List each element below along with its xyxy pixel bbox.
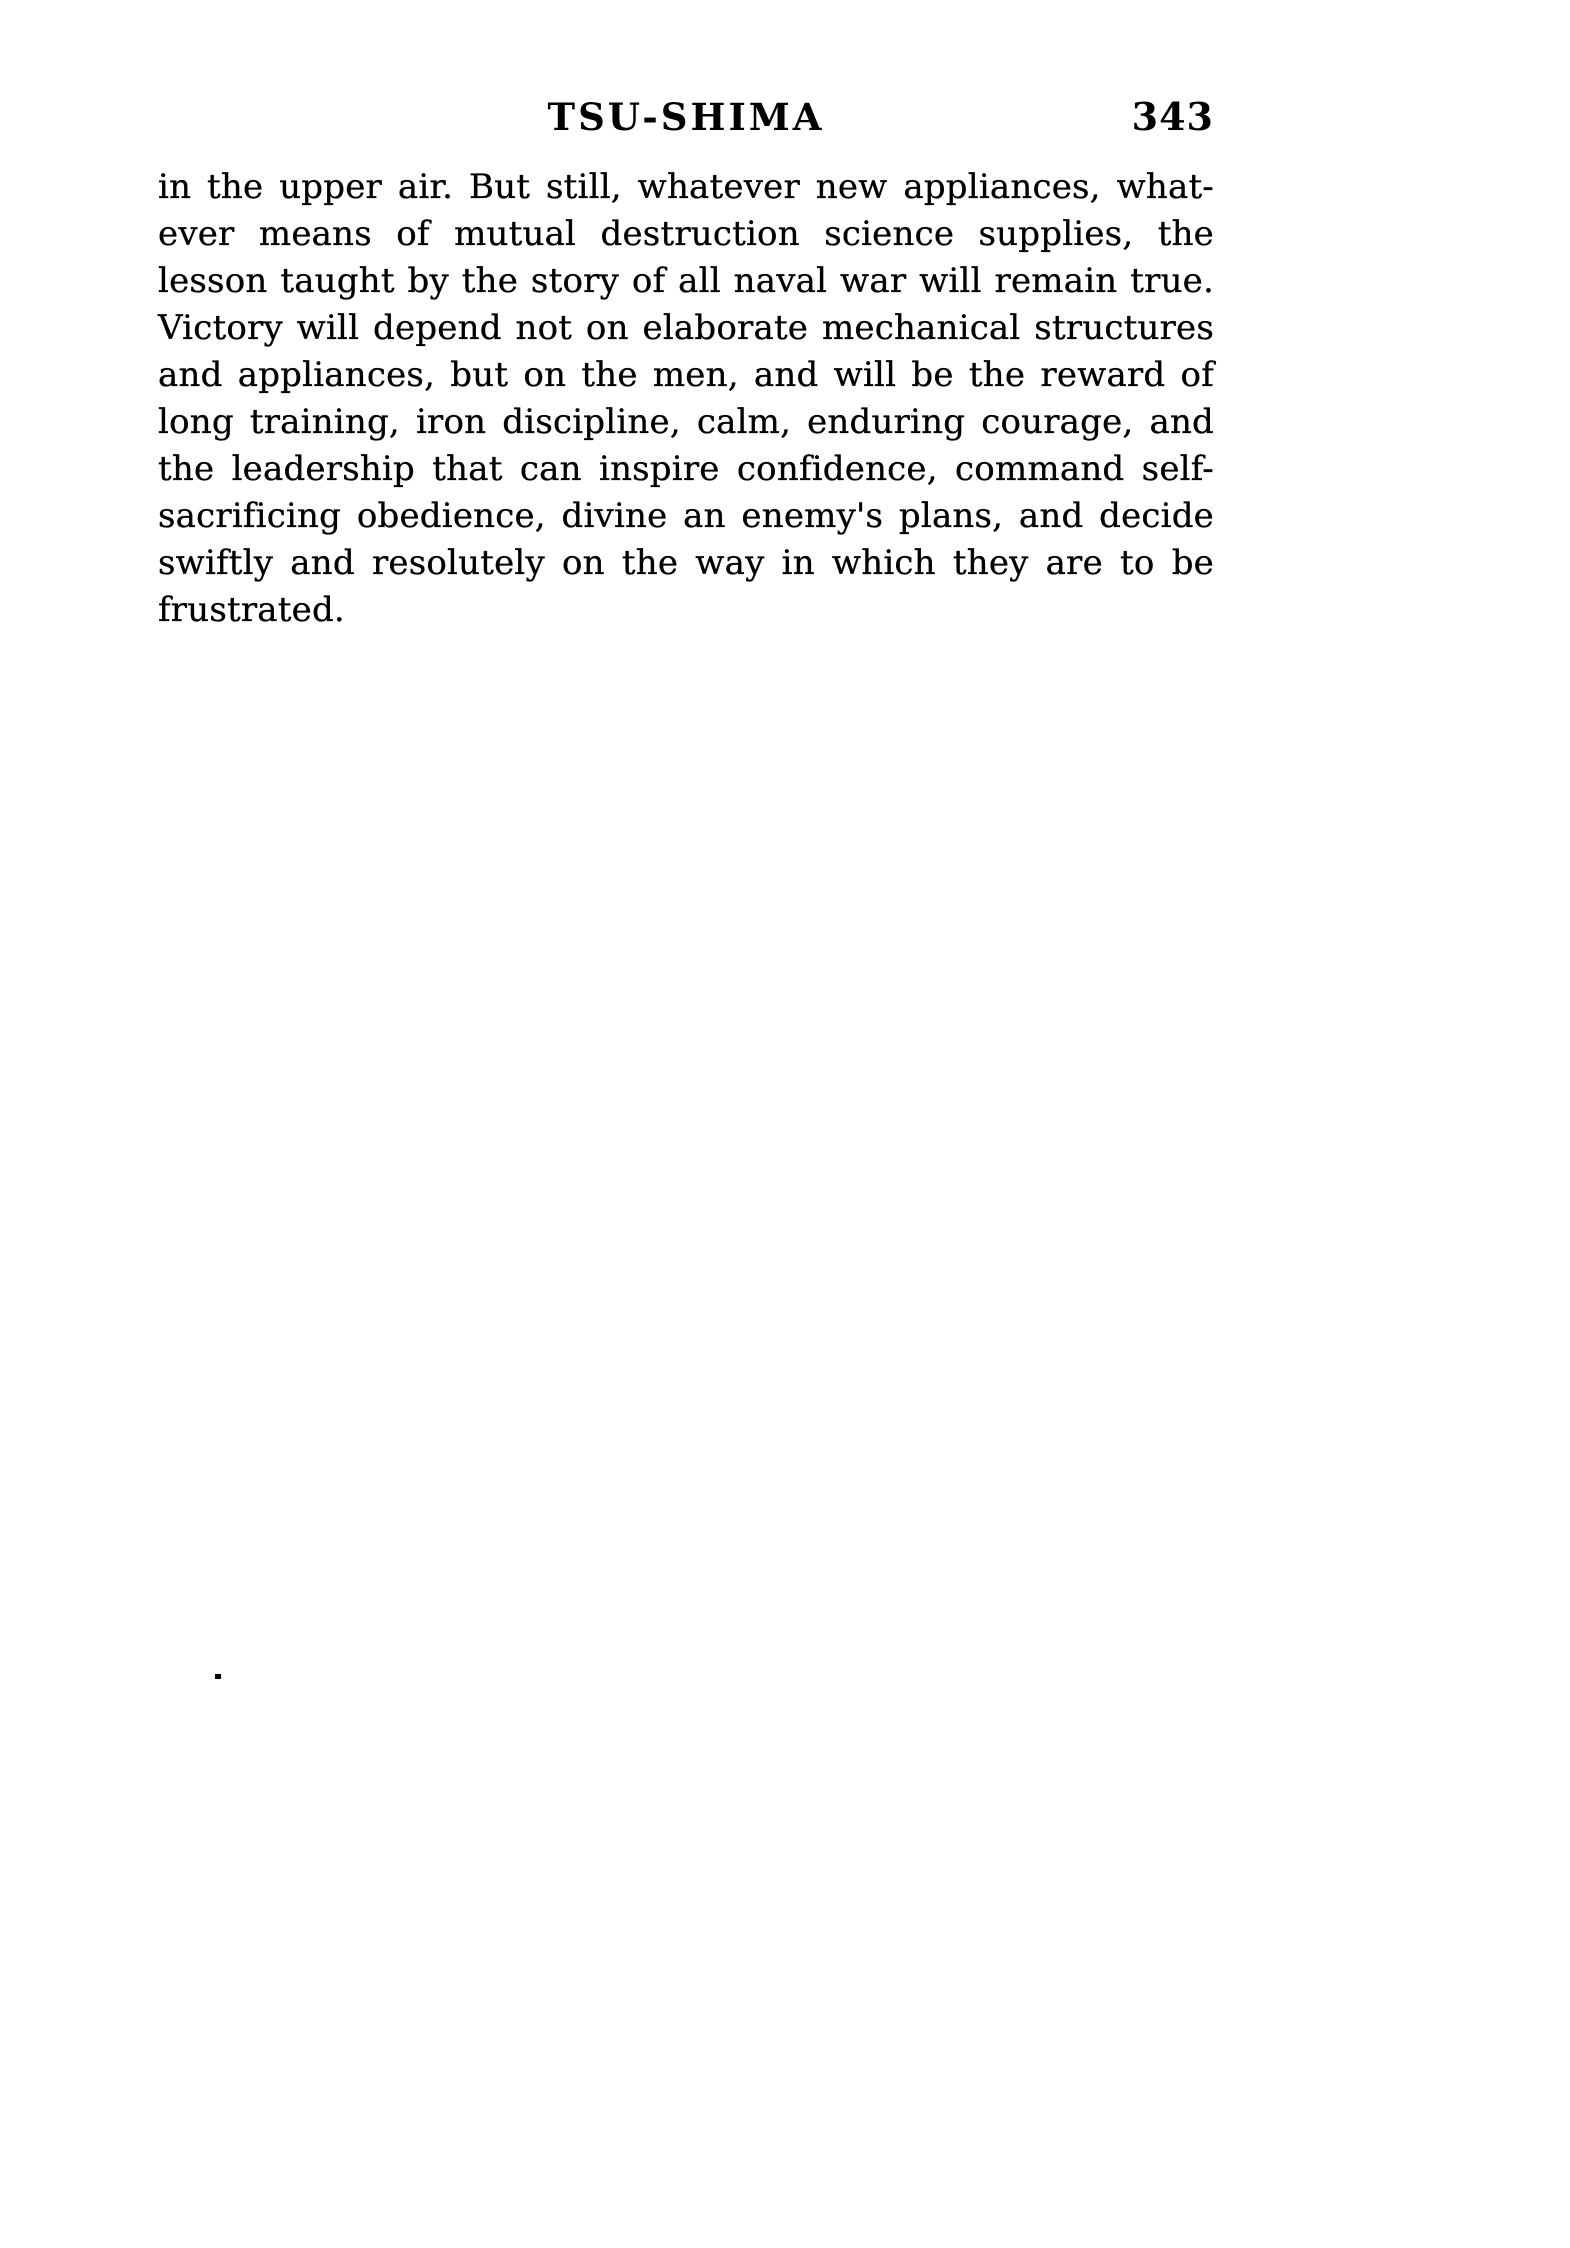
- body-paragraph: [158, 164, 1214, 634]
- text-line: ever means of mutual destruction science supplies, the: [158, 214, 1214, 254]
- text-line: in the upper air. But still, whatever new appliances, what-: [158, 167, 1214, 207]
- text-line: Victory will depend not on elaborate mechanical structures: [158, 308, 1214, 348]
- text-line: and appliances, but on the men, and will be the reward of: [158, 355, 1214, 395]
- chapter-title: TSU-SHIMA: [547, 95, 825, 139]
- ink-speck: [215, 1674, 221, 1679]
- page-number: 343: [1131, 94, 1214, 139]
- text-line: sacrificing obedience, divine an enemy's plans, and decide: [158, 496, 1214, 536]
- text-line: lesson taught by the story of all naval war will remain true.: [158, 261, 1214, 301]
- running-head: [158, 94, 1214, 142]
- text-line: swiftly and resolutely on the way in which they are to be: [158, 543, 1214, 583]
- text-line: long training, iron discipline, calm, enduring courage, and: [158, 402, 1214, 442]
- text-line: frustrated.: [158, 590, 345, 630]
- text-line: the leadership that can inspire confidence, command self-: [158, 449, 1214, 489]
